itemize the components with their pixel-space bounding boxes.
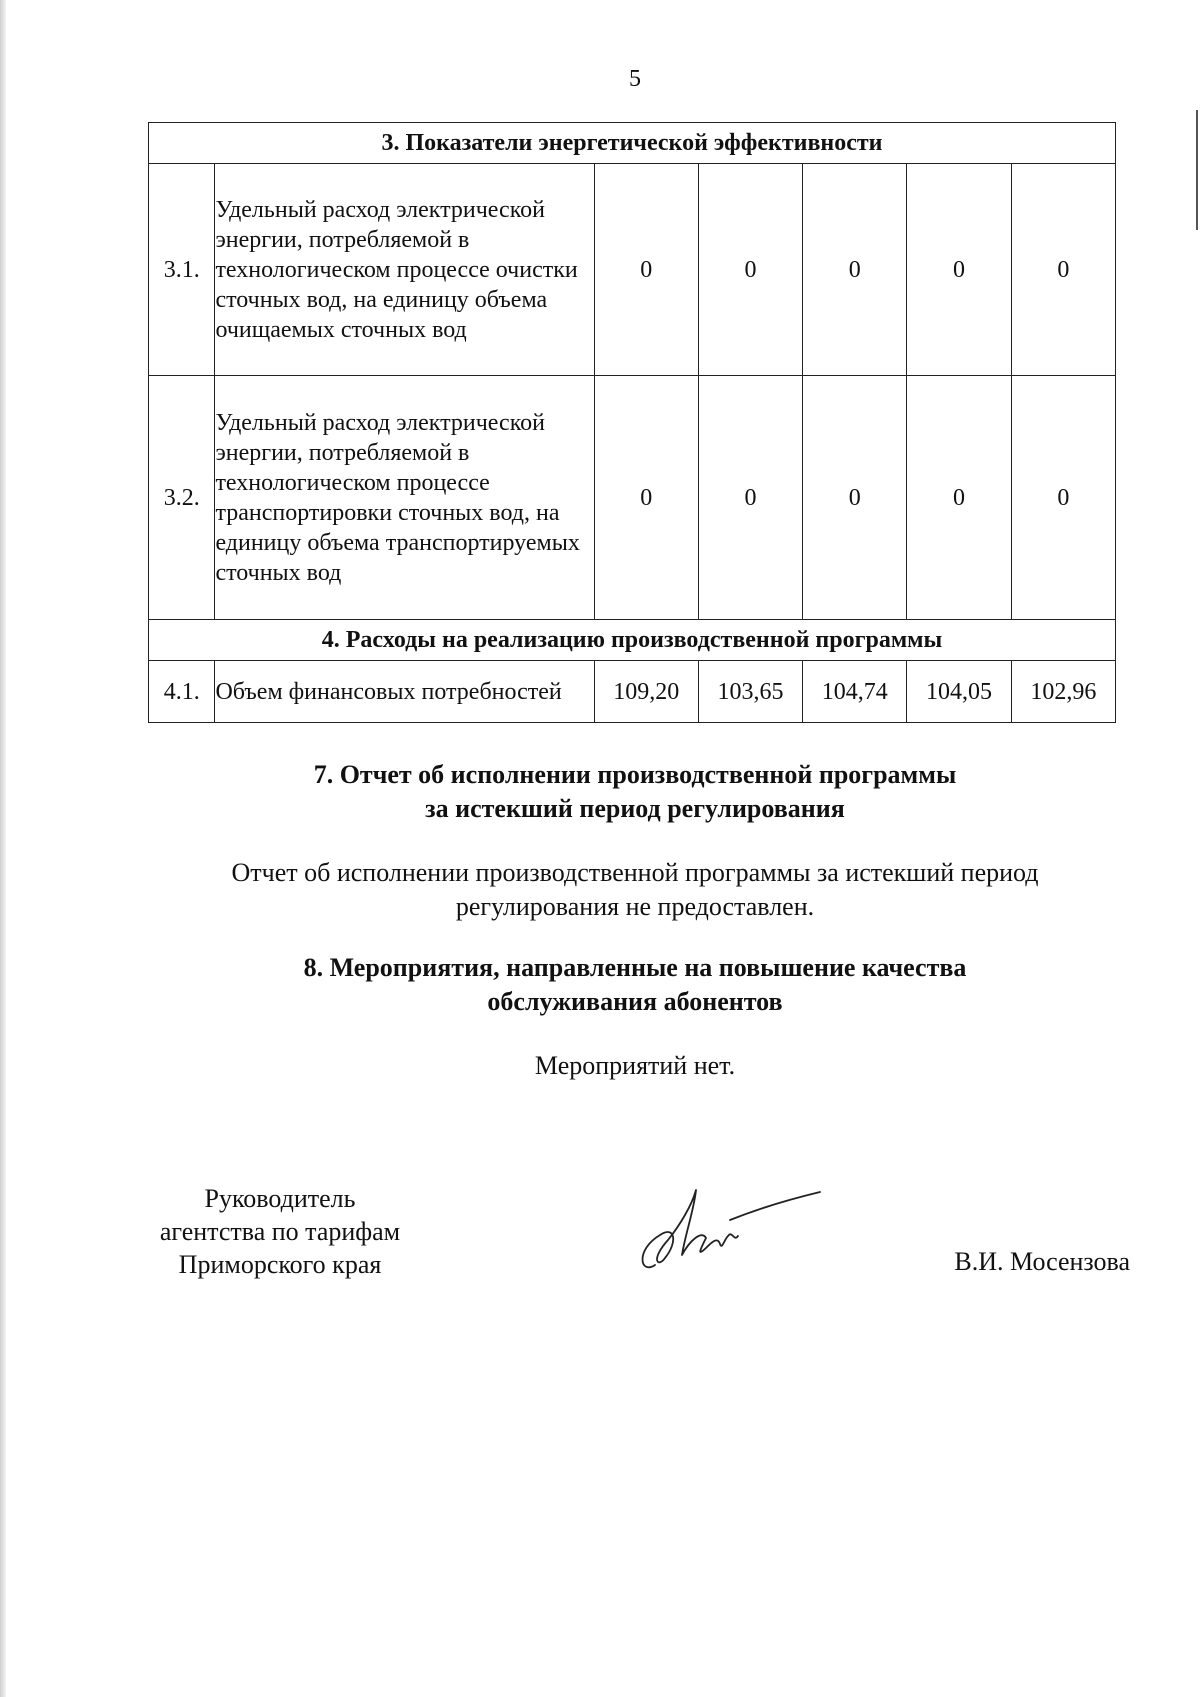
section-3-title: 3. Показатели энергетической эффективности [149,123,1116,164]
section-8-text: Мероприятий нет. [534,1051,736,1080]
row-value: 0 [1011,376,1115,620]
signer-name: В.И. Мосензова [954,1247,1130,1276]
section-7-text [0,856,1200,924]
section-4-title: 4. Расходы на реализацию производственной программы [149,620,1116,661]
table-section-row [149,620,1116,661]
row-value: 0 [803,164,907,376]
section-7-title-line: за истекший период регулирования [425,794,845,823]
row-description: Объем финансовых потребностей [215,661,594,723]
section-7-title-line: 7. Отчет об исполнении производственной программы [313,760,957,789]
page-number: 5 [629,66,641,92]
table-row [149,164,1116,376]
handwritten-signature [630,1180,830,1290]
row-value: 103,65 [698,661,802,723]
signer-title-line: Руководитель [204,1184,356,1213]
section-7-heading [0,758,1200,826]
row-value: 0 [698,376,802,620]
row-value: 0 [594,164,698,376]
row-value: 0 [803,376,907,620]
section-7-text-line: регулирования не предоставлен. [455,892,815,921]
row-number: 3.1. [149,164,215,376]
row-value: 104,05 [907,661,1011,723]
section-8-heading [0,951,1200,1019]
row-value: 102,96 [1011,661,1115,723]
row-value: 109,20 [594,661,698,723]
row-description: Удельный расход электрической энергии, потребляемой в технологическом процессе очистки сточных вод, на единицу объема очищаемых сточных вод [215,164,594,376]
signer-title-line: Приморского края [178,1250,382,1279]
row-description: Удельный расход электрической энергии, потребляемой в технологическом процессе транспортировки сточных вод, на единицу объема транспортируемых сточных вод [215,376,594,620]
row-value: 0 [907,164,1011,376]
table-row [149,376,1116,620]
row-value: 0 [594,376,698,620]
indicators-table [148,122,1116,723]
row-value: 0 [1011,164,1115,376]
section-8-title-line: 8. Мероприятия, направленные на повышение качества [303,953,967,982]
row-value: 0 [698,164,802,376]
table-row [149,661,1116,723]
scan-edge [0,0,6,1697]
table-section-row [149,123,1116,164]
row-number: 4.1. [149,661,215,723]
scan-mark [1196,110,1198,230]
row-number: 3.2. [149,376,215,620]
section-7-text-line: Отчет об исполнении производственной программы за истекший период [231,858,1039,887]
signer-title-line: агентства по тарифам [159,1217,401,1246]
signer-title [130,1182,430,1281]
section-8-title-line: обслуживания абонентов [487,987,783,1016]
row-value: 104,74 [803,661,907,723]
row-value: 0 [907,376,1011,620]
